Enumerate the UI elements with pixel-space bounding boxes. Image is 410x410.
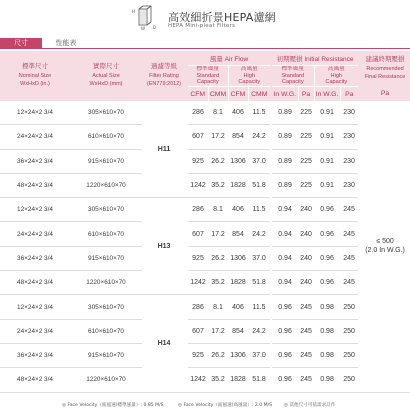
cell-cmm-std: 35.2 — [208, 173, 228, 197]
cell-pa-std: 240 — [298, 271, 314, 295]
cell-cmm-std: 17.2 — [208, 222, 228, 246]
table-row — [0, 271, 410, 295]
tab-bar — [0, 38, 410, 49]
cell-cmm-high: 37.0 — [248, 343, 270, 367]
final-resistance-value: ≤ 500 — [376, 238, 394, 246]
cell-nominal-size: 24×24×2 3/4 — [0, 319, 70, 343]
cell-nominal-size: 48×24×2 3/4 — [0, 271, 70, 295]
cell-nominal-size: 48×24×2 3/4 — [0, 173, 70, 197]
cell-inwg-high: 0.96 — [314, 222, 340, 246]
footer-note-velocity-std: ◎ Face Velocity（面風速)標準風量）: 0.85 M/S — [62, 403, 164, 408]
cell-inwg-high: 0.98 — [314, 343, 340, 367]
cell-inwg-high: 0.96 — [314, 246, 340, 270]
cell-inwg-std: 0.94 — [272, 271, 298, 295]
cell-actual-size: 1220×610×70 — [72, 173, 140, 197]
cell-actual-size: 915×610×70 — [72, 246, 140, 270]
cell-pa-high: 230 — [340, 101, 358, 125]
cell-nominal-size: 12×24×2 3/4 — [0, 198, 70, 222]
cell-pa-std: 240 — [298, 246, 314, 270]
cell-cmm-high: 24.2 — [248, 125, 270, 149]
cell-inwg-std: 0.89 — [272, 149, 298, 173]
cell-cmm-std: 17.2 — [208, 125, 228, 149]
cell-pa-std: 225 — [298, 149, 314, 173]
cell-inwg-high: 0.96 — [314, 198, 340, 222]
cell-cfm-std: 286 — [188, 295, 208, 319]
cell-inwg-high: 0.91 — [314, 173, 340, 197]
cell-cfm-std: 1242 — [188, 271, 208, 295]
table-row — [0, 368, 410, 392]
cell-inwg-high: 0.98 — [314, 295, 340, 319]
unit-cmm-high: CMM — [248, 87, 270, 102]
cell-actual-size: 610×610×70 — [72, 319, 140, 343]
logo-letter-w: W — [141, 26, 145, 31]
cell-actual-size: 1220×610×70 — [72, 368, 140, 392]
cell-nominal-size: 24×24×2 3/4 — [0, 125, 70, 149]
cell-inwg-high: 0.98 — [314, 319, 340, 343]
cell-pa-high: 250 — [340, 368, 358, 392]
cell-filter-rating: H11 — [142, 101, 186, 198]
cell-cmm-high: 11.5 — [248, 101, 270, 125]
cell-cmm-std: 26.2 — [208, 343, 228, 367]
subheader-airflow-high: 高風量 High Capacity — [228, 66, 270, 87]
cell-actual-size: 915×610×70 — [72, 149, 140, 173]
cell-pa-high: 245 — [340, 246, 358, 270]
cell-inwg-std: 0.96 — [272, 319, 298, 343]
unit-pa-high: Pa — [340, 87, 358, 102]
cell-cfm-std: 1242 — [188, 173, 208, 197]
table-row — [0, 295, 410, 319]
cell-cfm-high: 1306 — [228, 246, 248, 270]
cell-cfm-high: 854 — [228, 125, 248, 149]
col-header-actual: 實際尺寸 Actual Size WxHxD (mm) — [72, 51, 140, 101]
table-row — [0, 343, 410, 367]
cell-nominal-size: 24×24×2 3/4 — [0, 222, 70, 246]
cell-nominal-size: 36×24×2 3/4 — [0, 246, 70, 270]
unit-cmm-std: CMM — [208, 87, 228, 102]
cell-pa-high: 245 — [340, 271, 358, 295]
cell-pa-high: 250 — [340, 295, 358, 319]
unit-pa-final: Pa — [360, 87, 410, 102]
cell-cfm-std: 607 — [188, 319, 208, 343]
cell-pa-std: 240 — [298, 198, 314, 222]
cell-inwg-std: 0.94 — [272, 198, 298, 222]
cell-inwg-std: 0.89 — [272, 125, 298, 149]
cell-cmm-std: 8.1 — [208, 198, 228, 222]
cell-cfm-std: 925 — [188, 246, 208, 270]
spec-table-container — [0, 51, 410, 393]
cell-inwg-std: 0.94 — [272, 246, 298, 270]
table-row — [0, 149, 410, 173]
final-resistance-inwg: (2.0 In W.G.) — [365, 247, 405, 255]
cell-inwg-high: 0.91 — [314, 101, 340, 125]
table-row — [0, 198, 410, 222]
cell-cfm-high: 406 — [228, 101, 248, 125]
cell-cmm-high: 51.8 — [248, 368, 270, 392]
tab-dimensions[interactable]: 尺寸 — [0, 38, 42, 48]
col-header-nominal: 標準尺寸 Nominal Size WxHxD (in.) — [0, 51, 70, 101]
cell-inwg-std: 0.89 — [272, 101, 298, 125]
cell-pa-high: 245 — [340, 198, 358, 222]
col-header-initial: 初期壓損 Initial Resistance — [272, 51, 358, 66]
cell-actual-size: 305×610×70 — [72, 295, 140, 319]
cell-actual-size: 1220×610×70 — [72, 271, 140, 295]
cell-cmm-std: 8.1 — [208, 101, 228, 125]
cell-cfm-std: 286 — [188, 101, 208, 125]
cell-inwg-high: 0.98 — [314, 368, 340, 392]
cell-cmm-high: 51.8 — [248, 271, 270, 295]
cell-final-resistance — [360, 101, 410, 392]
cell-cfm-std: 607 — [188, 222, 208, 246]
filter-dimension-icon — [128, 5, 158, 31]
cell-cfm-high: 406 — [228, 198, 248, 222]
cell-nominal-size: 36×24×2 3/4 — [0, 343, 70, 367]
cell-inwg-std: 0.96 — [272, 343, 298, 367]
cell-nominal-size: 48×24×2 3/4 — [0, 368, 70, 392]
cell-inwg-std: 0.94 — [272, 222, 298, 246]
cell-cmm-std: 26.2 — [208, 246, 228, 270]
subheader-initial-std: 標準風量 Standard Capacity — [272, 66, 314, 87]
footer-notes — [0, 401, 410, 410]
table-row — [0, 125, 410, 149]
footer-note-velocity-high: ◎ Face Velocity（面風速)高風量）: 2.0 M/S — [178, 403, 273, 408]
cell-pa-std: 245 — [298, 343, 314, 367]
cell-cfm-std: 925 — [188, 149, 208, 173]
footer-note-custom: ◎ 其他尺寸可依需求訂作 — [284, 403, 336, 408]
cell-inwg-high: 0.91 — [314, 149, 340, 173]
cell-cfm-high: 406 — [228, 295, 248, 319]
col-header-rating: 過濾等級 Filter Rating (EN779:2012) — [142, 51, 186, 101]
cell-cfm-std: 607 — [188, 125, 208, 149]
cell-pa-std: 240 — [298, 222, 314, 246]
cell-nominal-size: 36×24×2 3/4 — [0, 149, 70, 173]
table-row — [0, 101, 410, 125]
subheader-initial-high: 高風量 High Capacity — [314, 66, 358, 87]
cell-cfm-high: 1828 — [228, 368, 248, 392]
cell-pa-std: 245 — [298, 319, 314, 343]
cell-cmm-std: 26.2 — [208, 149, 228, 173]
cell-actual-size: 610×610×70 — [72, 222, 140, 246]
logo-letter-d: D — [153, 25, 157, 30]
cell-pa-high: 230 — [340, 173, 358, 197]
cell-pa-std: 225 — [298, 101, 314, 125]
cell-pa-high: 245 — [340, 222, 358, 246]
page-header — [0, 0, 410, 34]
col-header-final: 建議終期壓損 Recommended Final Resistance — [360, 51, 410, 87]
cell-cmm-high: 24.2 — [248, 319, 270, 343]
cell-inwg-high: 0.96 — [314, 271, 340, 295]
cell-inwg-high: 0.91 — [314, 125, 340, 149]
cell-actual-size: 915×610×70 — [72, 343, 140, 367]
cell-cmm-high: 37.0 — [248, 149, 270, 173]
cell-nominal-size: 12×24×2 3/4 — [0, 295, 70, 319]
cell-pa-high: 230 — [340, 125, 358, 149]
cell-cmm-std: 8.1 — [208, 295, 228, 319]
cell-cfm-high: 1306 — [228, 149, 248, 173]
header-row-1 — [0, 51, 410, 66]
cell-inwg-std: 0.96 — [272, 295, 298, 319]
cell-filter-rating: H14 — [142, 295, 186, 392]
cell-cfm-high: 1828 — [228, 173, 248, 197]
table-row — [0, 246, 410, 270]
logo-letter-h: H — [132, 9, 136, 14]
cell-filter-rating: H13 — [142, 198, 186, 295]
cell-pa-std: 245 — [298, 368, 314, 392]
unit-pa-std: Pa — [298, 87, 314, 102]
cell-cfm-std: 1242 — [188, 368, 208, 392]
unit-inwg-std: In W.G. — [272, 87, 298, 102]
table-row — [0, 222, 410, 246]
cell-pa-std: 225 — [298, 125, 314, 149]
cell-cmm-std: 35.2 — [208, 271, 228, 295]
unit-inwg-high: In W.G. — [314, 87, 340, 102]
cell-nominal-size: 12×24×2 3/4 — [0, 101, 70, 125]
cell-inwg-std: 0.89 — [272, 173, 298, 197]
cell-pa-high: 250 — [340, 343, 358, 367]
cell-cfm-std: 286 — [188, 198, 208, 222]
cell-cfm-high: 854 — [228, 222, 248, 246]
page-subtitle: HEPA Mini-pleat Filters — [168, 23, 236, 29]
cell-cmm-high: 11.5 — [248, 295, 270, 319]
cell-cmm-high: 37.0 — [248, 246, 270, 270]
cell-inwg-std: 0.96 — [272, 368, 298, 392]
tab-performance[interactable]: 性能表 — [55, 39, 77, 47]
cell-actual-size: 610×610×70 — [72, 125, 140, 149]
subheader-airflow-std: 標準風量 Standard Capacity — [188, 66, 228, 87]
cell-cfm-high: 1828 — [228, 271, 248, 295]
unit-cfm-std: CFM — [188, 87, 208, 102]
table-row — [0, 319, 410, 343]
cell-cfm-std: 925 — [188, 343, 208, 367]
table-row — [0, 173, 410, 197]
cell-cmm-std: 17.2 — [208, 319, 228, 343]
cell-cmm-high: 51.8 — [248, 173, 270, 197]
cell-pa-std: 245 — [298, 295, 314, 319]
cell-pa-high: 230 — [340, 149, 358, 173]
cell-pa-std: 225 — [298, 173, 314, 197]
spec-table — [0, 51, 410, 393]
cell-cmm-high: 24.2 — [248, 222, 270, 246]
cell-cfm-high: 1306 — [228, 343, 248, 367]
cell-actual-size: 305×610×70 — [72, 198, 140, 222]
cell-actual-size: 305×610×70 — [72, 101, 140, 125]
cell-cmm-std: 35.2 — [208, 368, 228, 392]
cell-cfm-high: 854 — [228, 319, 248, 343]
page-title: 高效細折景HEPA濾網 — [168, 11, 276, 24]
col-header-airflow: 風量 Air Flow — [188, 51, 270, 66]
cell-cmm-high: 11.5 — [248, 198, 270, 222]
unit-cfm-high: CFM — [228, 87, 248, 102]
cell-pa-high: 250 — [340, 319, 358, 343]
